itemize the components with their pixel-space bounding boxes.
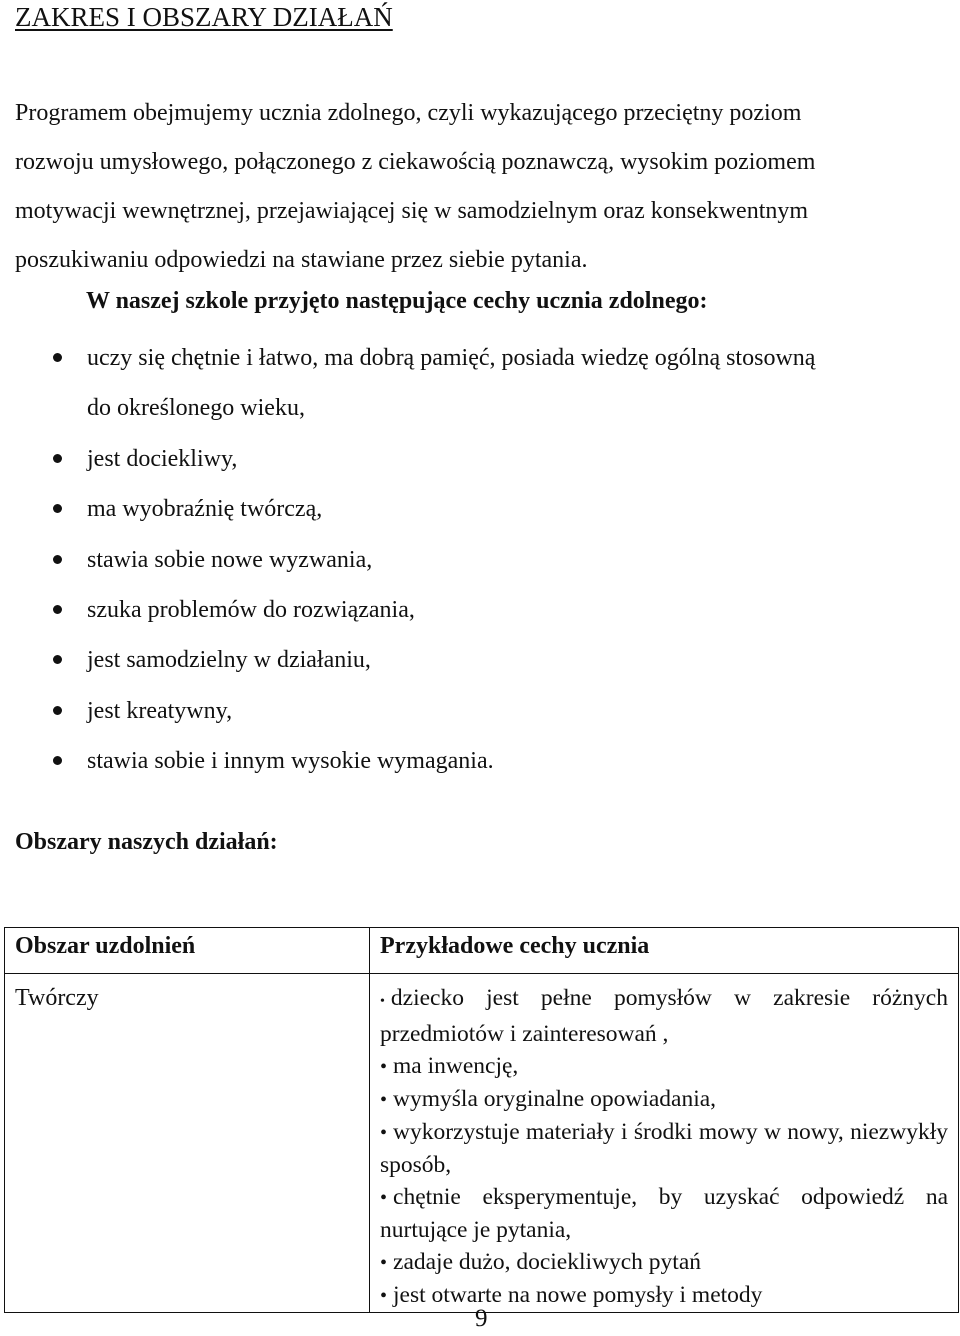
list-item (0, 585, 960, 635)
trait-item (380, 1050, 948, 1083)
bullet-icon: • (380, 1285, 388, 1307)
bullet-icon: • (380, 1187, 388, 1209)
section-title: Obszary naszych działań: (15, 829, 278, 855)
table-header-row (5, 928, 959, 974)
bullet-icon (53, 353, 62, 362)
bullet-icon (53, 706, 62, 715)
list-item-text: jest dociekliwy, (87, 445, 238, 472)
bullet-icon (53, 605, 62, 614)
trait-text: wykorzystuje materiały i środki mowy w nowy, niezwykły sposób, (380, 1119, 948, 1178)
trait-item (380, 1116, 948, 1181)
intro-paragraph (15, 89, 960, 285)
traits-list (0, 333, 960, 787)
list-item-text: do określonego wieku, (87, 395, 305, 422)
column-header-traits: Przykładowe cechy ucznia (370, 928, 959, 974)
trait-text: ma inwencję, (393, 1053, 519, 1079)
list-item-text: szuka problemów do rozwiązania, (87, 596, 415, 623)
bullet-icon: • (380, 1252, 388, 1274)
list-item-text: stawia sobie i innym wysokie wymagania. (87, 748, 494, 775)
bullet-icon (53, 504, 62, 513)
area-cell: Twórczy (5, 974, 370, 1313)
intro-line: Programem obejmujemy ucznia zdolnego, czyli wykazującego przeciętny poziom (15, 100, 802, 126)
areas-table (4, 927, 959, 1313)
list-item-text: uczy się chętnie i łatwo, ma dobrą pamięć, posiada wiedzę ogólną stosowną (87, 345, 816, 371)
intro-line: poszukiwaniu odpowiedzi na stawiane przez siebie pytania. (15, 247, 588, 273)
list-item-text: jest kreatywny, (87, 697, 233, 724)
table-row (5, 974, 959, 1313)
bullet-icon: • (380, 1056, 388, 1078)
bullet-icon (53, 756, 62, 765)
trait-item (380, 1279, 948, 1312)
column-header-area: Obszar uzdolnień (5, 928, 370, 974)
trait-text: zadaje dużo, dociekliwych pytań (393, 1249, 702, 1275)
trait-text: wymyśla oryginalne opowiadania, (393, 1086, 717, 1112)
trait-item (380, 1083, 948, 1116)
page-number: 9 (475, 1305, 488, 1332)
list-item-text: jest samodzielny w działaniu, (87, 647, 371, 674)
page-heading: ZAKRES I OBSZARY DZIAŁAŃ (15, 2, 393, 32)
bullet-icon (53, 655, 62, 664)
traits-cell (370, 974, 959, 1313)
bullet-icon: • (380, 994, 385, 1009)
trait-item (380, 1246, 948, 1279)
list-item (0, 333, 960, 383)
list-item (0, 686, 960, 736)
trait-item (380, 982, 948, 1050)
list-item (0, 635, 960, 685)
trait-text: chętnie eksperymentuje, by uzyskać odpowiedź na nurtujące je pytania, (380, 1184, 948, 1243)
list-item-text: ma wyobraźnię twórczą, (87, 496, 323, 523)
list-item (0, 484, 960, 534)
list-item (0, 535, 960, 585)
bullet-icon (53, 454, 62, 463)
intro-line: motywacji wewnętrznej, przejawiającej się w samodzielnym oraz konsekwentnym (15, 198, 809, 224)
bullet-icon: • (380, 1089, 388, 1111)
list-item-text: stawia sobie nowe wyzwania, (87, 546, 373, 573)
trait-text: jest otwarte na nowe pomysły i metody (393, 1282, 763, 1308)
bullet-icon: • (380, 1122, 388, 1144)
list-item (0, 434, 960, 484)
intro-line: rozwoju umysłowego, połączonego z ciekawością poznawczą, wysokim poziomem (15, 149, 816, 175)
trait-text: dziecko jest pełne pomysłów w zakresie różnych przedmiotów i zainteresowań , (380, 985, 948, 1047)
traits-subheading: W naszej szkole przyjęto następujące cechy ucznia zdolnego: (86, 288, 708, 314)
list-item-continuation (0, 383, 960, 433)
bullet-icon (53, 555, 62, 564)
list-item (0, 736, 960, 786)
trait-item (380, 1181, 948, 1246)
